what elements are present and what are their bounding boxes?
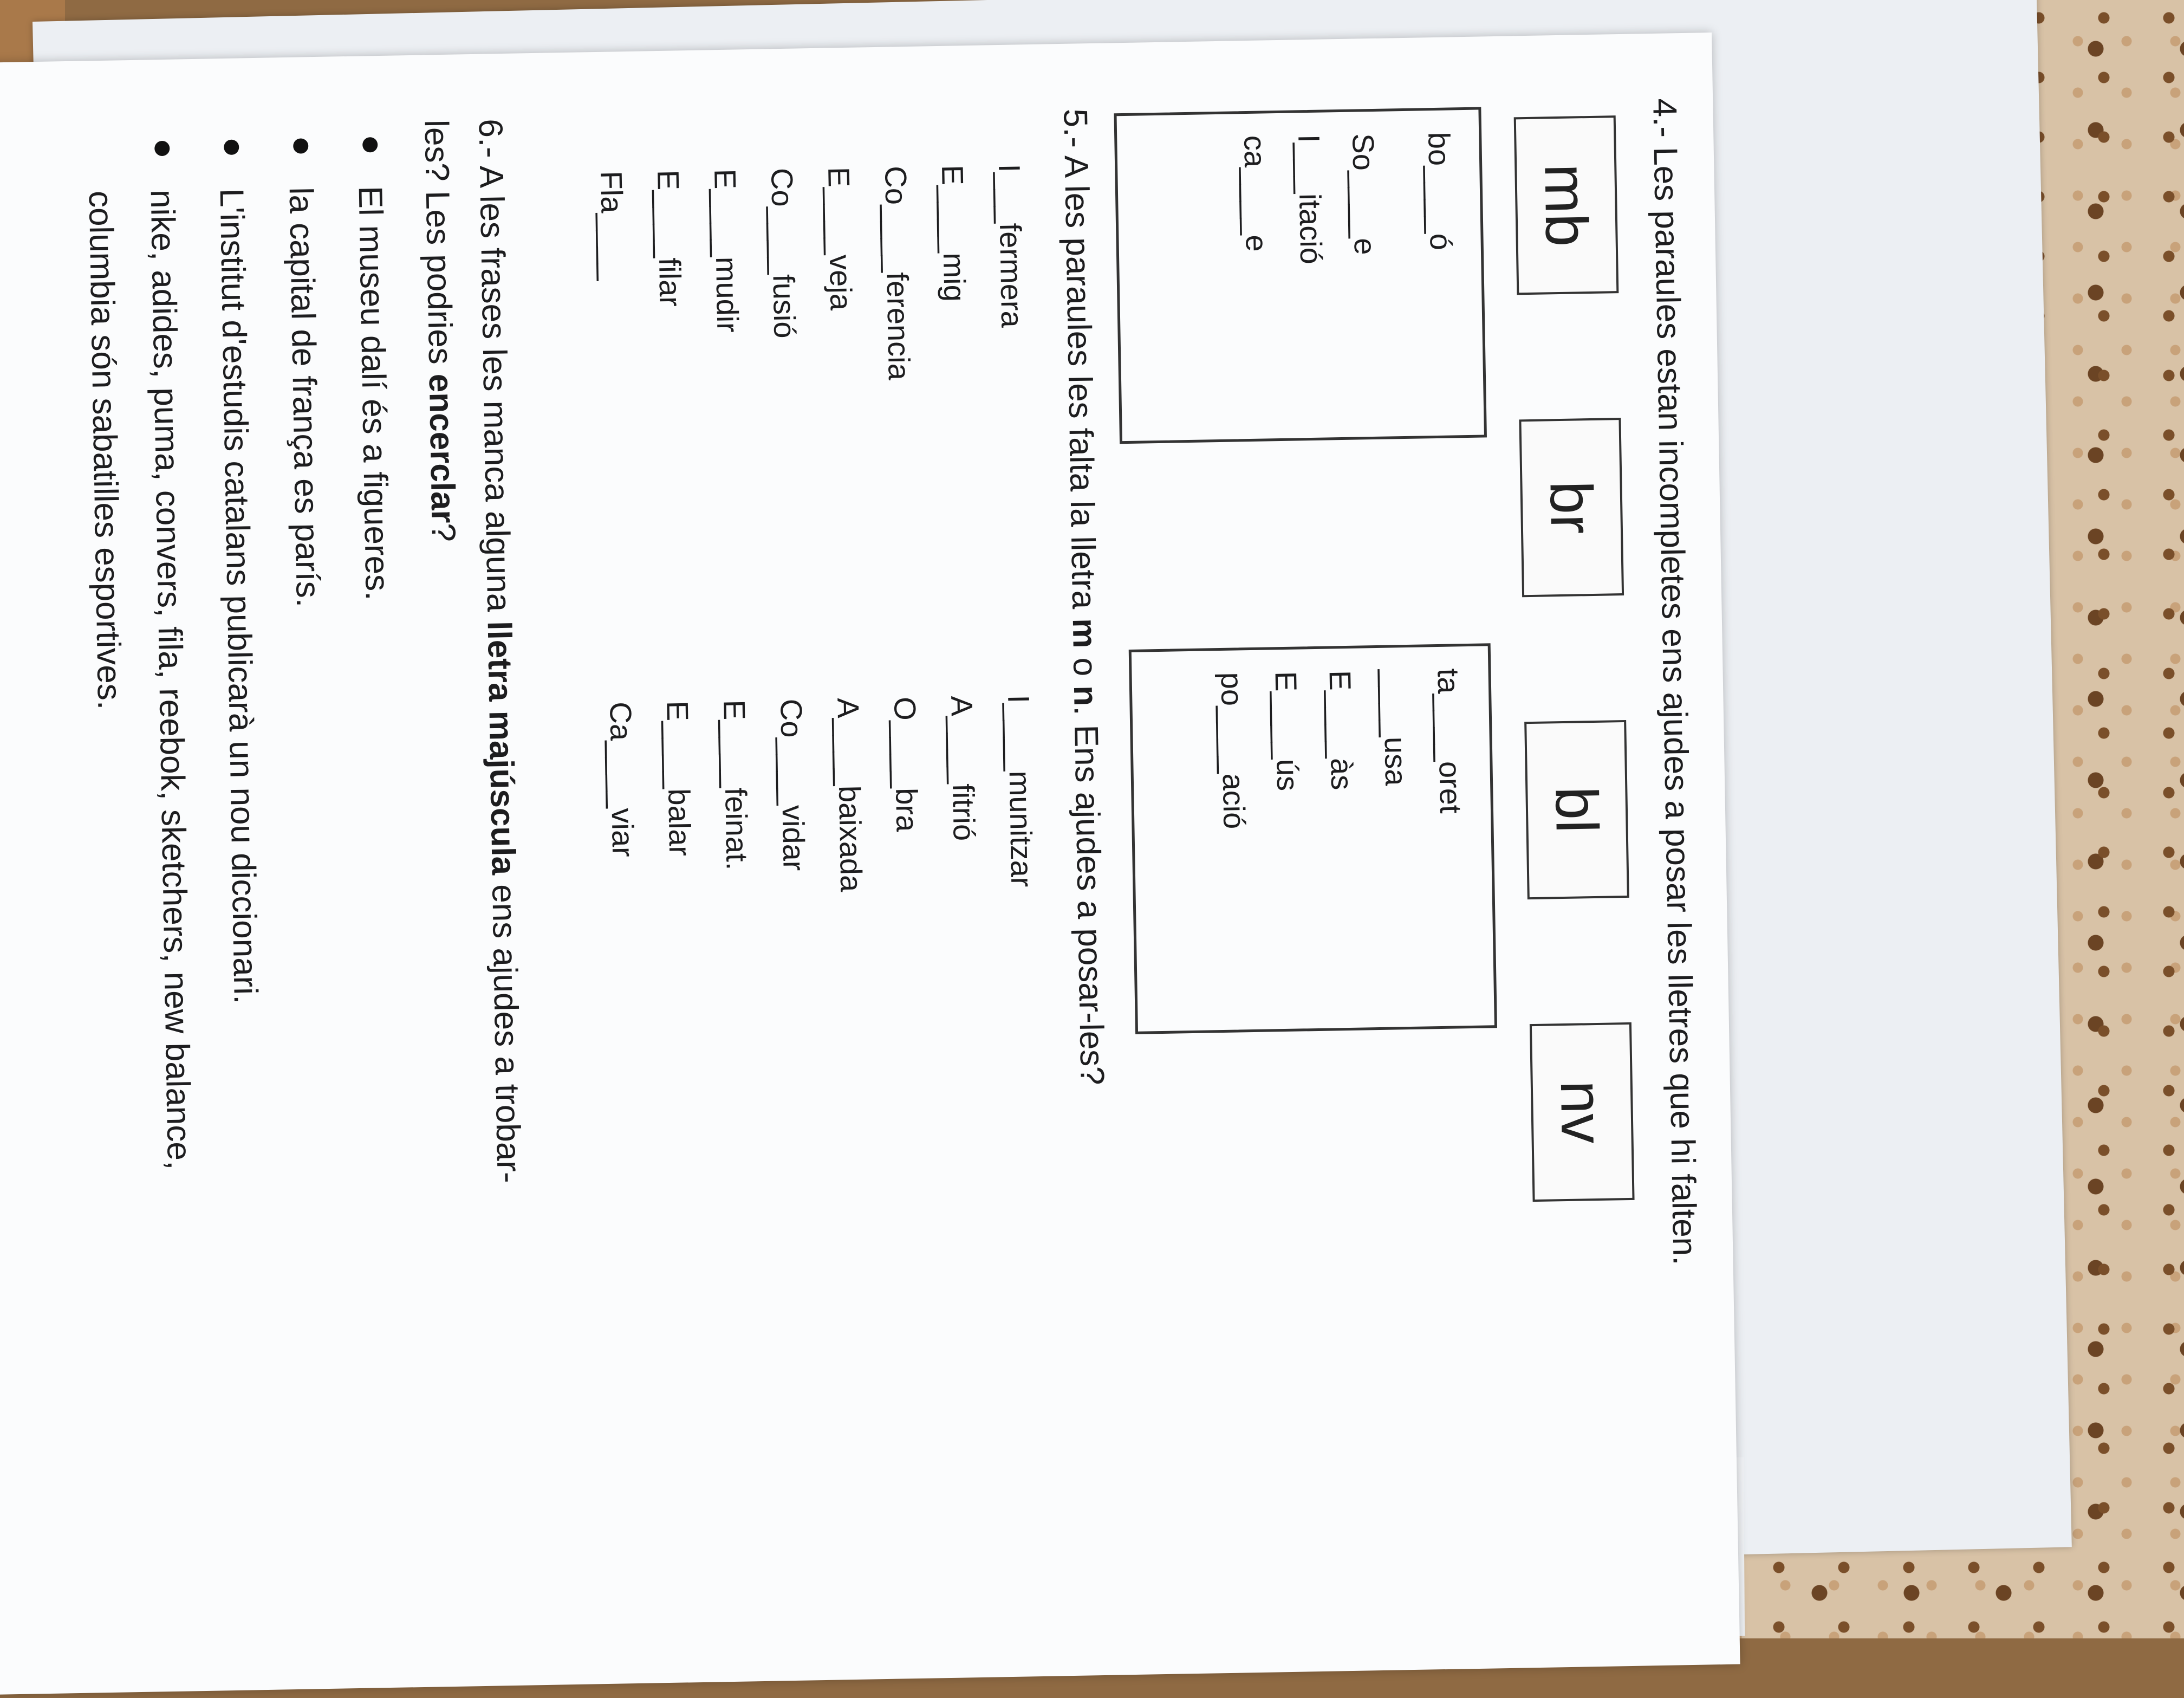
fill-word: Co____ferencia [879, 165, 916, 381]
fill-word: E____mig [935, 164, 972, 302]
fill-word: E____feinat. [717, 699, 755, 871]
bullet-icon [362, 137, 378, 152]
worksheet [0, 33, 1740, 1698]
fill-word: Ca____viar [603, 701, 641, 858]
fill-word: I___fermera [992, 164, 1030, 328]
ex5-text: . Ens ajudes a posar-les? [1067, 705, 1111, 1086]
sentence-text: nike, adides, puma, convers, fila, reebok, sketchers, new balance, [143, 189, 198, 1170]
ex5-text: o [1065, 647, 1104, 686]
letter-options [1514, 115, 1642, 1607]
ex6-text: ? [424, 522, 463, 542]
fill-word: E____veja [822, 166, 859, 311]
option-box: mb [1514, 115, 1619, 295]
fill-word: A____fitrió [945, 695, 981, 841]
fill-word: ta____oret [1431, 668, 1468, 814]
option-box: br [1519, 418, 1624, 597]
sentence-text: El museu dalí és a figueres. [351, 185, 396, 601]
ex5-letter-n: n [1066, 685, 1104, 707]
fill-word: O____bra [888, 696, 925, 832]
word-frames [1102, 101, 1507, 1614]
option-box: nv [1530, 1022, 1635, 1202]
fill-word: E____balar [660, 700, 698, 857]
option-box: bl [1524, 720, 1629, 899]
exercise-4-prompt: 4.- Les paraules estan incompletes ens ajudes a posar les lletres que hi falten. [1646, 98, 1704, 1266]
fill-word: I___itació [1292, 134, 1329, 265]
sentence-text: la capital de frança es parís. [282, 186, 327, 608]
fill-word: ca____e [1238, 135, 1274, 252]
fill-word: I____munitzar [1002, 694, 1039, 887]
fill-word: Co____vidar [774, 698, 811, 871]
exercise-6-sentences [126, 120, 430, 1631]
word-frame-left [1114, 107, 1487, 444]
fill-word: So____e [1346, 133, 1383, 255]
ex6-text: les? Les podries [417, 119, 459, 374]
fill-word: A____baixada [831, 697, 869, 892]
ex6-bold-majuscula: lletra majúscula [480, 620, 522, 876]
fill-word: E____ús [1269, 671, 1305, 792]
ex5-text: 5.- A les paraules les falta la lletra [1056, 108, 1103, 619]
ex6-text: ens ajudes a trobar- [484, 874, 528, 1184]
sentence-continuation: columbia són sabatilles esportives. [81, 190, 128, 710]
ex5-column-2 [592, 695, 1050, 897]
bullet-icon [154, 141, 170, 156]
fill-word: bo____ó [1422, 132, 1458, 251]
ex5-letter-m: m [1065, 618, 1103, 649]
ex5-column-1 [583, 164, 1042, 386]
sentence-text: L'institut d'estudis catalans publicarà un nou diccionari. [212, 188, 264, 1004]
bullet-icon [293, 138, 308, 153]
word-frame-right [1129, 643, 1497, 1034]
exercise-5-words [517, 109, 1063, 1624]
fill-word: ____usa [1377, 669, 1414, 786]
worksheet-content [72, 98, 1718, 1632]
ex6-text: 6.- A les frases les manca alguna [471, 118, 518, 621]
fill-word: Co____fusió [765, 167, 802, 339]
bullet-icon [224, 139, 239, 154]
ex6-bold-encerclar: encerclar [421, 373, 462, 524]
fill-word: po____ació [1214, 672, 1252, 829]
fill-word: E____mudir [708, 168, 745, 333]
fill-word: Fla____ [594, 170, 630, 281]
fill-word: E____filar [651, 170, 688, 307]
fill-word: E____às [1323, 670, 1360, 790]
